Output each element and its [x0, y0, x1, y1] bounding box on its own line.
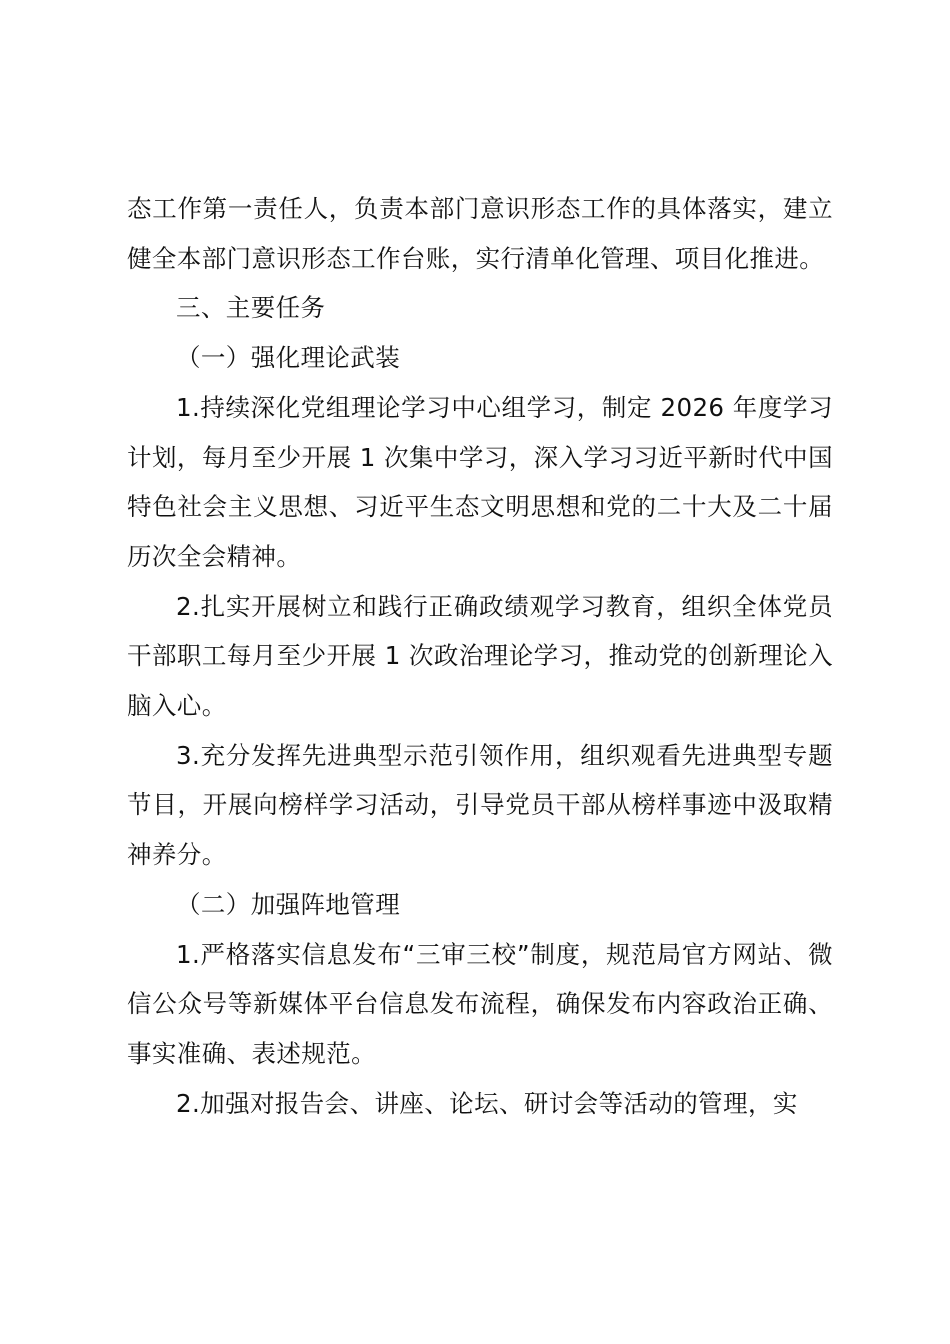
- list-item-2: 2.扎实开展树立和践行正确政绩观学习教育，组织全体党员干部职工每月至少开展 1 次政治理论学习，推动党的创新理论入脑入心。: [127, 591, 833, 721]
- subheading-position-management: （二）加强阵地管理: [176, 889, 401, 919]
- paragraph-continuation: 态工作第一责任人，负责本部门意识形态工作的具体落实，建立健全本部门意识形态工作台账，实行清单化管理、项目化推进。: [127, 194, 833, 273]
- section-heading-main-tasks: 三、主要任务: [176, 293, 326, 323]
- document-page: [127, 184, 833, 1128]
- list-item-1: 1.持续深化党组理论学习中心组学习，制定 2026 年度学习计划，每月至少开展 1 次集中学习，深入学习习近平新时代中国特色社会主义思想、习近平生态文明思想和党的二十大及二十届历次全会精神。: [127, 392, 833, 571]
- subheading-theory: （一）强化理论武装: [176, 343, 401, 373]
- list-item-1b: 1.严格落实信息发布“三审三校”制度，规范局官方网站、微信公众号等新媒体平台信息发布流程，确保发布内容政治正确、事实准确、表述规范。: [127, 939, 833, 1068]
- list-item-3: 3.充分发挥先进典型示范引领作用，组织观看先进典型专题节目，开展向榜样学习活动，引导党员干部从榜样事迹中汲取精神养分。: [127, 740, 833, 870]
- list-item-2b: 2.加强对报告会、讲座、论坛、研讨会等活动的管理，实: [176, 1088, 798, 1118]
